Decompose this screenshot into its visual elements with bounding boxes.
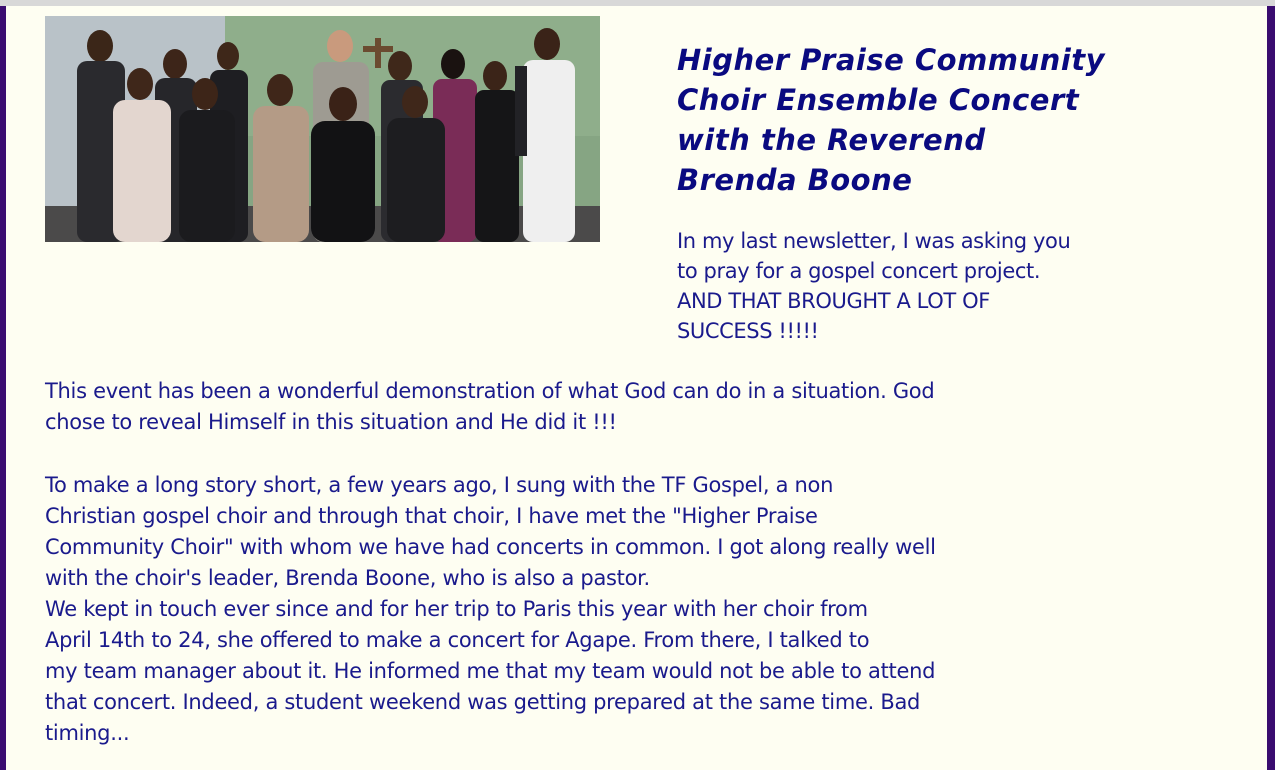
intro-line: In my last newsletter, I was asking you bbox=[677, 229, 1071, 253]
body-paragraph-1 bbox=[45, 376, 1245, 438]
title-line: Choir Ensemble Concert bbox=[677, 83, 1080, 117]
top-divider bbox=[0, 0, 1275, 6]
intro-line: to pray for a gospel concert project. bbox=[677, 259, 1041, 283]
paragraph-line: We kept in touch ever since and for her trip to Paris this year with her choir from bbox=[45, 597, 868, 621]
title-line: Higher Praise Community bbox=[677, 43, 1106, 77]
paragraph-line: Community Choir" with whom we have had concerts in common. I got along really well bbox=[45, 535, 936, 559]
paragraph-line: timing... bbox=[45, 721, 130, 745]
intro-line: SUCCESS !!!!! bbox=[677, 319, 819, 343]
title-line: Brenda Boone bbox=[677, 163, 913, 197]
intro-paragraph bbox=[677, 226, 1237, 346]
paragraph-line: April 14th to 24, she offered to make a concert for Agape. From there, I talked to bbox=[45, 628, 870, 652]
paragraph-line: my team manager about it. He informed me that my team would not be able to attend bbox=[45, 659, 936, 683]
body-paragraph-2 bbox=[45, 470, 1245, 749]
paragraph-line: This event has been a wonderful demonstration of what God can do in a situation. God bbox=[45, 379, 935, 403]
left-border bbox=[0, 6, 6, 770]
intro-line: AND THAT BROUGHT A LOT OF bbox=[677, 289, 990, 313]
paragraph-line: that concert. Indeed, a student weekend was getting prepared at the same time. Bad bbox=[45, 690, 921, 714]
paragraph-line: with the choir's leader, Brenda Boone, who is also a pastor. bbox=[45, 566, 650, 590]
paragraph-line: To make a long story short, a few years ago, I sung with the TF Gospel, a non bbox=[45, 473, 834, 497]
article-title bbox=[677, 40, 1247, 200]
paragraph-line: chose to reveal Himself in this situation and He did it !!! bbox=[45, 410, 617, 434]
choir-group-photo bbox=[45, 16, 600, 242]
paragraph-line: Christian gospel choir and through that choir, I have met the "Higher Praise bbox=[45, 504, 818, 528]
title-line: with the Reverend bbox=[677, 123, 986, 157]
right-border bbox=[1267, 6, 1275, 770]
